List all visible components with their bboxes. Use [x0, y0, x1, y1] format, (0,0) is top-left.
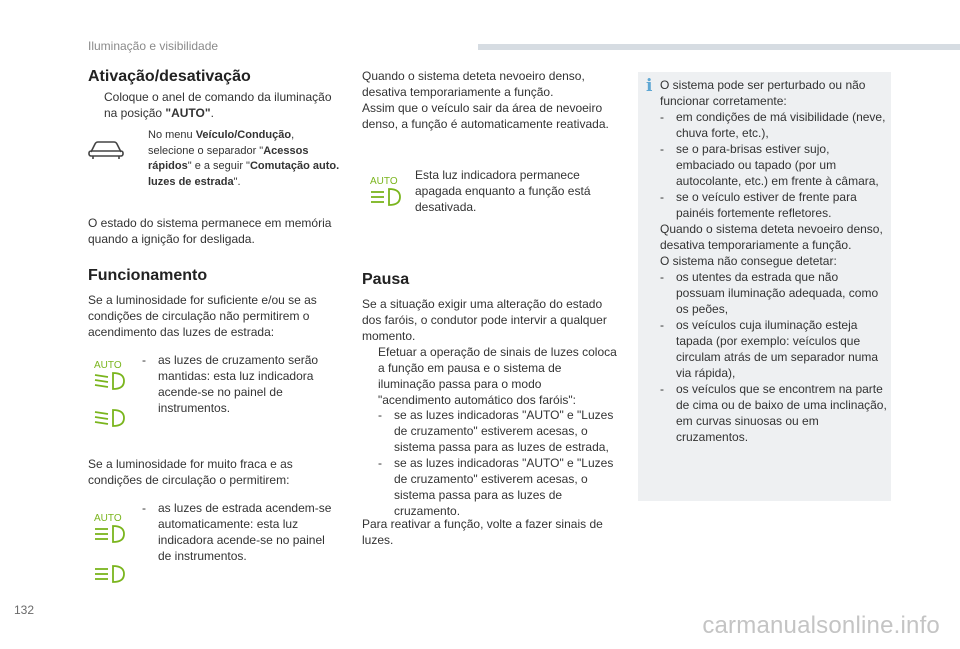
fog-reactivate-text: Assim que o veículo sair da área de nevoeiro denso, a função é automaticamente reativada.: [362, 101, 609, 131]
highbeam-icon: [93, 564, 129, 586]
lowbeam-icon: [93, 408, 129, 430]
pause-sub2: - se as luzes indicadoras "AUTO" e "Luzes de cruzamento" estiverem acesas, o sistema passa para as luzes de cruzamento.: [378, 456, 614, 518]
svg-text:AUTO: AUTO: [94, 360, 122, 371]
header-bar: [478, 44, 960, 50]
fog-text: Quando o sistema deteta nevoeiro denso, desativa temporariamente a função.: [362, 69, 585, 99]
info-icon: i: [646, 76, 653, 96]
operation-item1: - as luzes de cruzamento serão mantidas: esta luz indicadora acende-se no painel de instrumentos.: [142, 353, 319, 415]
auto-highbeam-icon: [93, 512, 129, 546]
indicator-off-text: Esta luz indicadora permanece apagada enquanto a função está desativada.: [415, 168, 591, 214]
auto-indicator-icon: [369, 175, 405, 209]
section-title: Iluminação e visibilidade: [88, 39, 219, 53]
bullet-icon: [88, 89, 104, 121]
pause-heading: Pausa: [362, 271, 410, 288]
info-intro: O sistema pode ser perturbado ou não funcionar corretamente:: [660, 78, 866, 108]
car-icon: [86, 138, 126, 160]
list-item: - os veículos que se encontrem na parte de cima ou de baixo de uma inclinação, em curvas sinuosas ou em cruzamentos.: [660, 382, 887, 444]
info-fog: Quando o sistema deteta nevoeiro denso, desativa temporariamente a função.: [660, 222, 883, 252]
list-item: - se o veículo estiver de frente para painéis fortemente refletores.: [660, 190, 857, 220]
watermark: carmanualsonline.info: [702, 612, 940, 639]
pause-step: Efetuar a operação de sinais de luzes coloca a função em pausa e o sistema de iluminação passa para o modo "acendimento automático dos faróis":: [362, 344, 617, 408]
operation-p1: Se a luminosidade for suficiente e/ou se as condições de circulação não permitirem o acendimento das luzes de estrada:: [88, 293, 317, 339]
list-item: - os veículos cuja iluminação esteja tapada (por exemplo: veículos que circulam atrás de um separador numa via rápida),: [660, 318, 879, 380]
activation-heading: Ativação/desativação: [88, 68, 251, 85]
auto-lowbeam-icon: [93, 359, 129, 393]
info-content: [660, 77, 890, 445]
bullet-icon: [132, 128, 148, 190]
pause-reactivate: Para reativar a função, volte a fazer sinais de luzes.: [362, 517, 603, 547]
bullet-icon: [362, 344, 378, 408]
svg-text:AUTO: AUTO: [94, 513, 122, 524]
pause-p1: Se a situação exigir uma alteração do estado dos faróis, o condutor pode intervir a qualquer momento.: [362, 297, 607, 343]
list-item: - os utentes da estrada que não possuam iluminação adequada, como os peões,: [660, 270, 879, 316]
info-cannot: O sistema não consegue detetar:: [660, 254, 837, 268]
operation-item2: - as luzes de estrada acendem-se automaticamente: esta luz indicadora acende-se no painel de instrumentos.: [142, 501, 332, 563]
menu-instruction: No menu Veículo/Condução, selecione o separador "Acessos rápidos" e a seguir "Comutação auto. luzes de estrada".: [132, 128, 342, 190]
operation-heading: Funcionamento: [88, 267, 208, 284]
memory-text: O estado do sistema permanece em memória quando a ignição for desligada.: [88, 216, 332, 246]
pause-sub1: - se as luzes indicadoras "AUTO" e "Luzes de cruzamento" estiverem acesas, o sistema passa para as luzes de estrada,: [378, 408, 614, 454]
activation-step: Coloque o anel de comando da iluminação na posição "AUTO".: [88, 89, 340, 121]
list-item: - em condições de má visibilidade (neve, chuva forte, etc.),: [660, 110, 886, 140]
page-number: 132: [14, 603, 35, 617]
operation-p2: Se a luminosidade for muito fraca e as condições de circulação o permitirem:: [88, 457, 293, 487]
svg-text:AUTO: AUTO: [370, 176, 398, 187]
list-item: - se o para-brisas estiver sujo, embaciado ou tapado (por um autocolante, etc.) em frente à câmara,: [660, 142, 879, 188]
